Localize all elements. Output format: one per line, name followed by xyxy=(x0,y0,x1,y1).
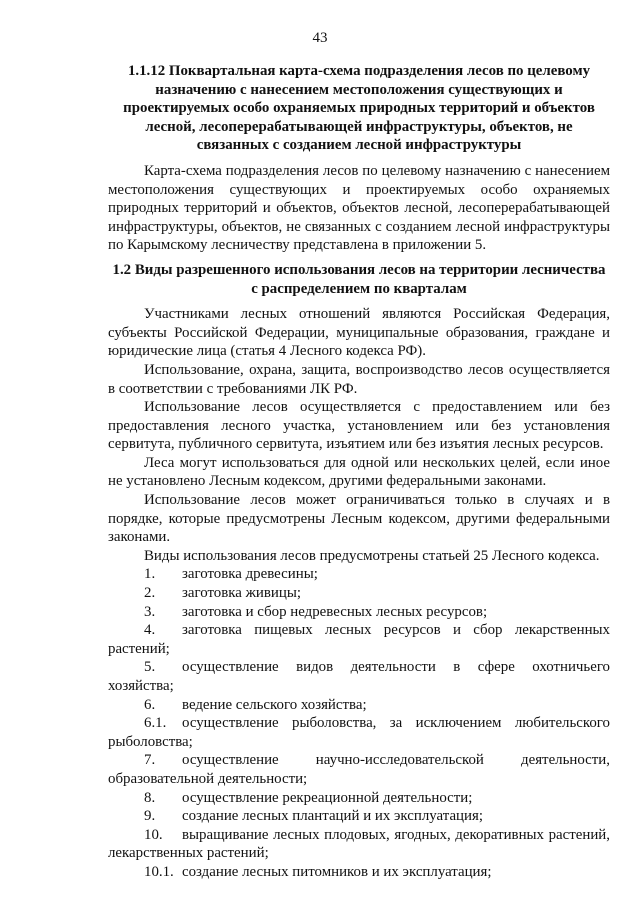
list-item-text: осуществление научно-исследовательской деятельности, образовательной деятельности; xyxy=(108,752,610,787)
section-heading-1-2: 1.2 Виды разрешенного использования лесов на территории лесничества с распределением по кварталам xyxy=(112,261,606,297)
list-item-text: заготовка древесины; xyxy=(182,566,318,583)
list-item-text: ведение сельского хозяйства; xyxy=(182,696,367,713)
list-item-text: заготовка пищевых лесных ресурсов и сбор лекарственных растений; xyxy=(108,622,610,657)
list-item-text: заготовка живицы; xyxy=(182,585,301,602)
list-item-number: 3. xyxy=(144,603,156,620)
list-item-number: 9. xyxy=(144,808,156,825)
list-item xyxy=(108,789,610,808)
list-item-number: 4. xyxy=(144,622,156,639)
list-item xyxy=(108,603,610,622)
paragraph: Участниками лесных отношений являются Российская Федерация, субъекты Российской Федерации, муниципальные образования, граждане и юридические лица (статья 4 Лесного кодекса РФ). xyxy=(108,306,610,360)
page-number: 43 xyxy=(312,30,328,46)
list-item-number: 10. xyxy=(144,826,163,843)
paragraph: Леса могут использоваться для одной или нескольких целей, если иное не установлено Лесным кодексом, другими федеральными законами. xyxy=(108,454,610,490)
list-item-text: выращивание лесных плодовых, ягодных, декоративных растений, лекарственных растений; xyxy=(108,826,610,862)
list-item-text: создание лесных питомников и их эксплуатация; xyxy=(182,863,492,880)
list-item-text: осуществление видов деятельности в сфере охотничьего хозяйства; xyxy=(108,659,610,694)
list-item-number: 6. xyxy=(144,696,156,713)
section-heading-1-1-12: 1.1.12 Поквартальная карта-схема подразделения лесов по целевому назначению с нанесением местоположения существующих и проектируемых особо охраняемых природных территорий и объектов лесной, лесоперерабатывающей инфраструктуры, объектов, не связанных с созданием лесной инфраструктуры xyxy=(123,63,595,154)
list-item-number: 6.1. xyxy=(144,715,167,732)
paragraph: Использование лесов может ограничиваться только в случаях и в порядке, которые предусмотрены Лесным кодексом, другими федеральными законами. xyxy=(108,492,610,546)
list-item-text: осуществление рекреационной деятельности; xyxy=(182,789,473,806)
list-item xyxy=(108,863,610,882)
list-item xyxy=(108,826,610,863)
list-intro: Виды использования лесов предусмотрены статьей 25 Лесного кодекса. xyxy=(144,547,600,564)
list-item xyxy=(108,714,610,751)
list-item xyxy=(108,565,610,584)
list-item-number: 8. xyxy=(144,789,156,806)
list-item xyxy=(108,584,610,603)
list-item-number: 2. xyxy=(144,585,156,602)
list-item-text: осуществление рыболовства, за исключением любительского рыболовства; xyxy=(108,715,610,750)
paragraph: Использование лесов осуществляется с предоставлением или без предоставления лесного участка, установлением или без установления сервитута, публичного сервитута, изъятием или без изъятия лесных ресурсов. xyxy=(108,399,610,453)
list-item-number: 5. xyxy=(144,659,156,676)
list-item xyxy=(108,696,610,715)
list-item xyxy=(108,807,610,826)
list-item xyxy=(108,621,610,658)
usage-types-list xyxy=(108,565,610,881)
list-item-text: заготовка и сбор недревесных лесных ресурсов; xyxy=(182,603,488,620)
list-item-number: 1. xyxy=(144,566,156,583)
page-content xyxy=(108,62,610,882)
list-item xyxy=(108,751,610,788)
list-item xyxy=(108,658,610,695)
paragraph: Использование, охрана, защита, воспроизводство лесов осуществляется в соответствии с требованиями ЛК РФ. xyxy=(108,361,610,397)
list-item-number: 10.1. xyxy=(144,863,174,880)
paragraph: Карта-схема подразделения лесов по целевому назначению с нанесением местоположения существующих и проектируемых особо охраняемых природных территорий и объектов, объектов лесной, лесоперерабатывающей инфраструктуры, объектов, не связанных с созданием лесной инфраструктуры по Карымскому лесничеству представлена в приложении 5. xyxy=(108,162,610,254)
list-item-number: 7. xyxy=(144,752,156,769)
list-item-text: создание лесных плантаций и их эксплуатация; xyxy=(182,808,483,825)
